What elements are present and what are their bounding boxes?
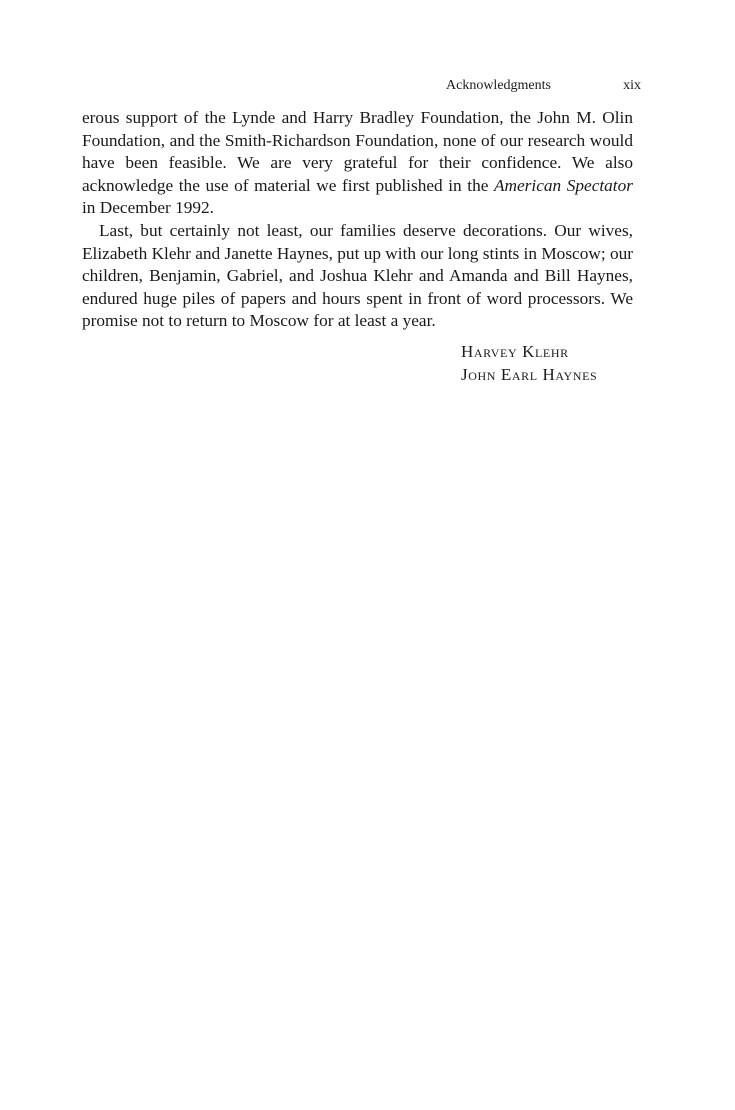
paragraph-families: Last, but certainly not least, our families deserve decorations. Our wives, Elizabeth Klehr and Janette Haynes, put up with our long stints in Moscow; our children, Benjamin, Gabriel, and Joshua Klehr and Amanda and Bill Haynes, endured huge piles of papers and hours spent in front of word processors. We promise not to return to Moscow for at least a year.: [82, 220, 633, 331]
page-number: xix: [623, 78, 641, 93]
paragraph-continued: [82, 107, 633, 220]
signature-harvey-klehr: Harvey Klehr: [461, 342, 569, 361]
signature-john-earl-haynes: John Earl Haynes: [461, 364, 598, 384]
running-head-title: Acknowledgments: [446, 78, 551, 93]
paragraph-1-ending: in December 1992.: [82, 198, 214, 218]
signature-block: [461, 341, 661, 386]
publication-title: American Spectator: [493, 175, 633, 195]
paragraph-1-text: erous support of the Lynde and Harry Bradley Foundation, the John M. Olin Foundation, and the Smith-Richardson Foundation, none of our research would have been feasible. We are very grateful for their confidence. We also acknowledge the use of material we first published in the: [82, 108, 633, 195]
body-text: [82, 107, 633, 333]
